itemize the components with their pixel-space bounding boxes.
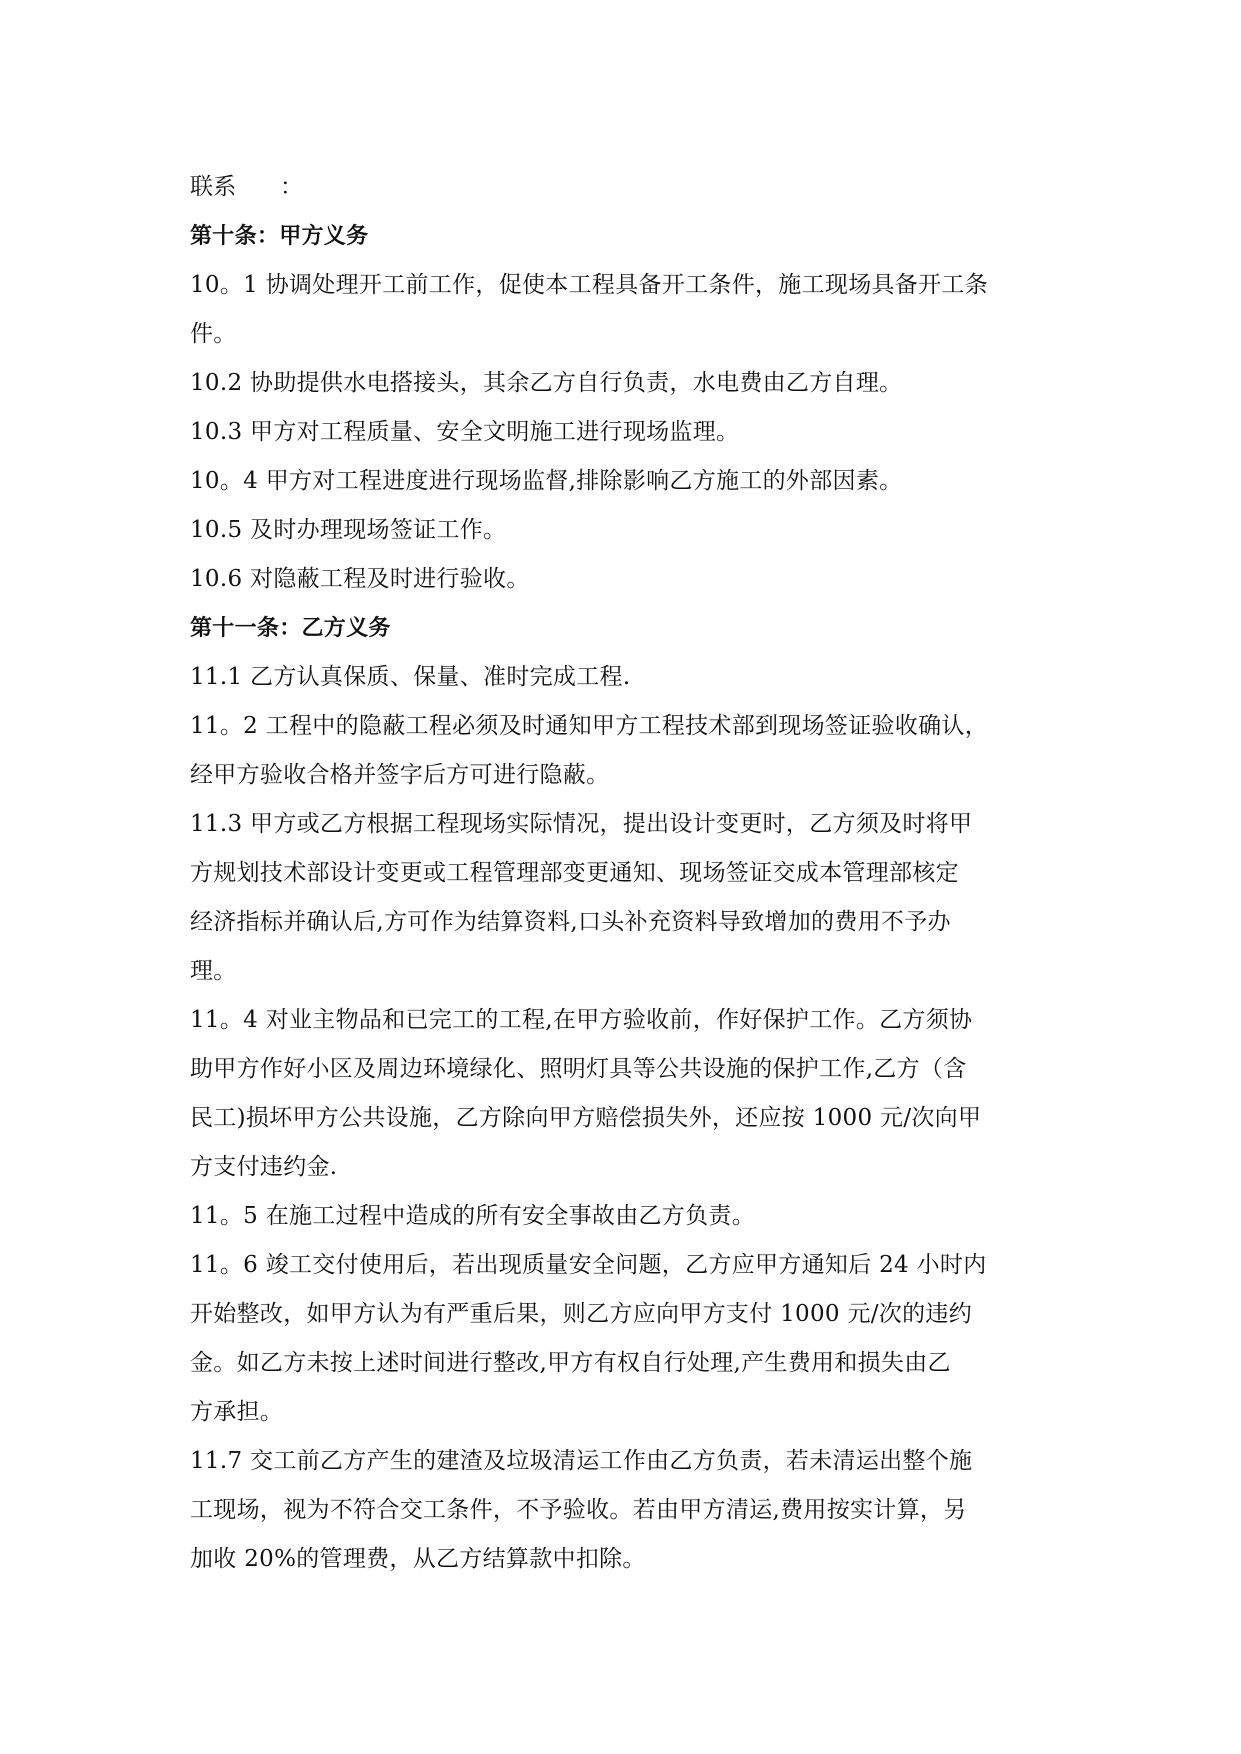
- contact-line: [190, 163, 1035, 212]
- paragraph-line: 10.5 及时办理现场签证工作。: [190, 517, 507, 543]
- paragraph-line: 经甲方验收合格并签字后方可进行隐蔽。: [190, 762, 610, 788]
- paragraph-line: 加收 20%的管理费，从乙方结算款中扣除。: [190, 1546, 646, 1572]
- section-heading-article-11: 第十一条：乙方义务: [190, 616, 391, 641]
- document-page: [190, 163, 1035, 1584]
- paragraph-line: 民工)损坏甲方公共设施，乙方除向甲方赔偿损失外，还应按 1000 元/次向甲: [190, 1105, 982, 1131]
- paragraph-line: 10.6 对隐蔽工程及时进行验收。: [190, 566, 530, 592]
- paragraph-line: 10.2 协助提供水电搭接头，其余乙方自行负责，水电费由乙方自理。: [190, 370, 903, 396]
- paragraph-line: 工现场，视为不符合交工条件，不予验收。若由甲方清运,费用按实计算，另: [190, 1497, 967, 1523]
- paragraph-line: 方承担。: [190, 1399, 284, 1425]
- paragraph-line: 11。4 对业主物品和已完工的工程,在甲方验收前，作好保护工作。乙方须协: [190, 1007, 973, 1033]
- paragraph-line: 11。5 在施工过程中造成的所有安全事故由乙方负责。: [190, 1203, 756, 1229]
- paragraph-line: 11.7 交工前乙方产生的建渣及垃圾清运工作由乙方负责，若未清运出整个施: [190, 1448, 973, 1474]
- paragraph-line: 11.3 甲方或乙方根据工程现场实际情况，提出设计变更时，乙方须及时将甲: [190, 811, 973, 837]
- paragraph-line: 件。: [190, 321, 237, 347]
- section-heading-article-10: 第十条：甲方义务: [190, 224, 369, 249]
- contact-label: 联系: [190, 174, 237, 200]
- paragraph-line: 经济指标并确认后,方可作为结算资料,口头补充资料导致增加的费用不予办: [190, 909, 951, 935]
- paragraph-line: 10。4 甲方对工程进度进行现场监督,排除影响乙方施工的外部因素。: [190, 468, 903, 494]
- paragraph-line: 10.3 甲方对工程质量、安全文明施工进行现场监理。: [190, 419, 740, 445]
- paragraph-line: 方规划技术部设计变更或工程管理部变更通知、现场签证交成本管理部核定: [190, 860, 959, 886]
- paragraph-line: 理。: [190, 958, 237, 984]
- paragraph-line: 11。6 竣工交付使用后，若出现质量安全问题，乙方应甲方通知后 24 小时内: [190, 1252, 987, 1278]
- paragraph-line: 方支付违约金.: [190, 1154, 338, 1180]
- paragraph-line: 开始整改，如甲方认为有严重后果，则乙方应向甲方支付 1000 元/次的违约: [190, 1301, 973, 1327]
- paragraph-line: 11。2 工程中的隐蔽工程必须及时通知甲方工程技术部到现场签证验收确认，: [190, 713, 989, 739]
- paragraph-line: 金。如乙方未按上述时间进行整改,甲方有权自行处理,产生费用和损失由乙: [190, 1350, 951, 1376]
- paragraph-line: 10。1 协调处理开工前工作，促使本工程具备开工条件，施工现场具备开工条: [190, 272, 989, 298]
- paragraph-line: 助甲方作好小区及周边环境绿化、照明灯具等公共设施的保护工作,乙方（含: [190, 1056, 967, 1082]
- contact-colon: ：: [280, 174, 304, 200]
- paragraph-line: 11.1 乙方认真保质、保量、准时完成工程.: [190, 664, 631, 690]
